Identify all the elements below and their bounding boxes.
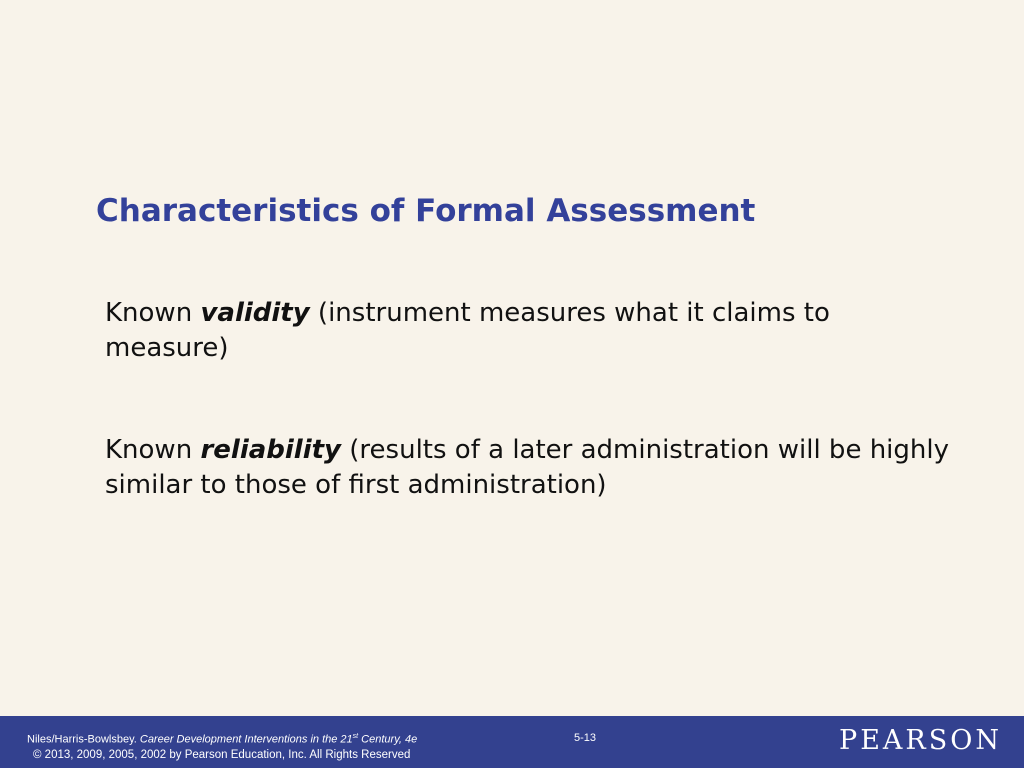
citation (27, 733, 417, 746)
citation-book-title: Career Development Interventions in the 21 (139, 733, 353, 746)
bullet-prefix: Known (105, 435, 201, 465)
bullet-prefix: Known (105, 298, 201, 328)
citation-authors: Niles/Harris-Bowlsbey. (27, 733, 140, 746)
slide-number: 5-13 (574, 732, 597, 744)
bullet-validity (105, 296, 955, 366)
pearson-logo: PEARSON (839, 725, 1002, 756)
bullet-description: (results of a later administration will be highly similar to those of first administration) (105, 435, 949, 500)
copyright-notice: © 2013, 2009, 2005, 2002 by Pearson Education, Inc. All Rights Reserved (33, 749, 411, 761)
bullet-term: reliability (200, 435, 342, 465)
bullet-term: validity (200, 298, 310, 328)
bullet-reliability (105, 433, 955, 503)
footer-bar (0, 716, 1024, 768)
slide-title: Characteristics of Formal Assessment (96, 193, 756, 229)
bullet-description: (instrument measures what it claims to measure) (105, 298, 830, 363)
citation-book-title-sup: st (352, 733, 359, 740)
citation-book-title-end: Century, 4e (358, 733, 418, 746)
